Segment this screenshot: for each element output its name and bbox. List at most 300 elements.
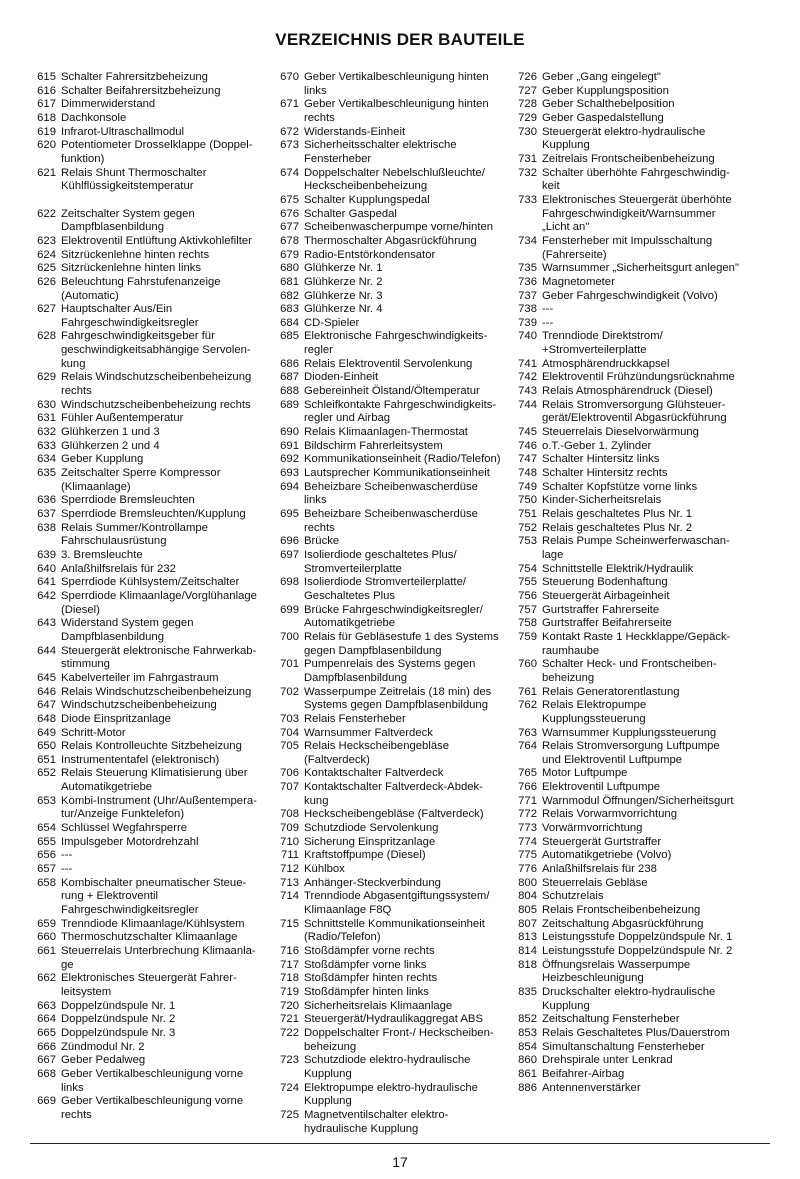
part-description-line: raumhaube: [542, 644, 600, 657]
part-description: [542, 153, 772, 167]
part-number: 886: [518, 1081, 537, 1094]
part-number: 687: [280, 371, 299, 384]
part-entry: [272, 330, 510, 357]
part-entry: [272, 440, 510, 454]
part-description: [61, 863, 272, 877]
part-description: [61, 795, 272, 822]
part-description: [542, 426, 772, 440]
part-description: [542, 494, 772, 508]
part-description-line: Elektronisches Steuergerät überhöhte: [542, 193, 732, 206]
part-description-line: Kontaktschalter Faltverdeck-Abdek-: [304, 781, 483, 794]
part-description: [542, 167, 772, 194]
part-number: 690: [280, 426, 299, 439]
part-description-line: Schalter Kupplungspedal: [304, 193, 430, 206]
part-number: 665: [37, 1026, 56, 1039]
part-entry: [27, 795, 272, 822]
part-description: [542, 617, 772, 631]
part-description-line: Relais Frontscheibenbeheizung: [542, 904, 701, 917]
part-description: [542, 918, 772, 932]
part-description-line: Automatikgetriebe: [61, 781, 153, 794]
part-description: [304, 808, 510, 822]
part-number: 689: [280, 398, 299, 411]
part-description-line: Schalter Gaspedal: [304, 207, 397, 220]
part-entry: [272, 972, 510, 986]
part-entry: [27, 931, 272, 945]
part-entry: [510, 1054, 772, 1068]
part-entry: [27, 836, 272, 850]
part-entry: [272, 781, 510, 808]
part-description: [542, 358, 772, 372]
part-description-line: Steuergerät/Hydraulikaggregat ABS: [304, 1013, 483, 1026]
part-description-line: Potentiometer Drosselklappe (Doppel-: [61, 139, 253, 152]
part-description-line: Elektropumpe elektro-hydraulische: [304, 1081, 478, 1094]
part-description-line: Systems gegen Dampfblasenbildung: [304, 699, 488, 712]
part-number: 726: [518, 71, 537, 83]
part-description-line: Zeitschalter Sperre Kompressor: [61, 467, 221, 480]
part-number: 626: [37, 275, 56, 288]
part-number: 760: [518, 658, 537, 671]
part-description: [304, 371, 510, 385]
part-description-line: regler und Airbag: [304, 412, 391, 425]
part-description: [542, 1041, 772, 1055]
part-number: 744: [518, 398, 537, 411]
part-description: [542, 1082, 772, 1096]
part-number: 738: [518, 303, 537, 316]
part-description: [61, 1068, 272, 1095]
part-description: [304, 1013, 510, 1027]
part-description-line: (Diesel): [61, 603, 100, 616]
part-description-line: Heckscheibenbeheizung: [304, 180, 428, 193]
part-number: 697: [280, 548, 299, 561]
part-number: 623: [37, 234, 56, 247]
part-description-line: kung: [304, 794, 329, 807]
part-entry: [510, 535, 772, 562]
part-description: [542, 781, 772, 795]
part-entry: [510, 931, 772, 945]
part-number: 627: [37, 303, 56, 316]
part-description: [542, 877, 772, 891]
part-entry: [510, 849, 772, 863]
part-description-line: Hauptschalter Aus/Ein: [61, 303, 173, 316]
part-description: [61, 85, 272, 99]
part-number: 677: [280, 221, 299, 234]
part-number: 720: [280, 999, 299, 1012]
part-entry: [272, 235, 510, 249]
part-entry: [272, 71, 510, 98]
part-description: [542, 767, 772, 781]
part-description-line: Automatikgetriebe: [304, 617, 396, 630]
part-description-line: Trenndiode Abgasentgiftungssystem/: [304, 890, 490, 903]
part-description-line: Steuerung Bodenhaftung: [542, 576, 668, 589]
part-entry: [272, 358, 510, 372]
part-number: 705: [280, 740, 299, 753]
part-entry: [27, 467, 272, 494]
part-description: [61, 699, 272, 713]
part-entry: [27, 371, 272, 398]
part-number: 620: [37, 139, 56, 152]
part-number: 629: [37, 371, 56, 384]
part-description: [304, 481, 510, 508]
part-entry: [510, 836, 772, 850]
part-entry: [27, 945, 272, 972]
part-description-line: Kommunikationseinheit (Radio/Telefon): [304, 453, 501, 466]
part-entry: [27, 1054, 272, 1068]
part-entry: [510, 453, 772, 467]
part-description-line: Schalter Hintersitz rechts: [542, 467, 668, 480]
part-description-line: Steuerrelais Gebläse: [542, 876, 648, 889]
part-description-line: Steuergerät elektro-hydraulische: [542, 125, 706, 138]
part-description: [61, 822, 272, 836]
part-entry: [510, 262, 772, 276]
part-description: [542, 522, 772, 536]
part-description: [542, 112, 772, 126]
part-description-line: Trenndiode Direktstrom/: [542, 330, 663, 343]
part-number: 662: [37, 972, 56, 985]
part-number: 617: [37, 98, 56, 111]
part-number: 657: [37, 863, 56, 876]
part-description: [61, 112, 272, 126]
part-description: [542, 440, 772, 454]
part-number: 764: [518, 740, 537, 753]
part-entry: [27, 877, 272, 918]
part-description-line: Anhänger-Steckverbindung: [304, 876, 441, 889]
part-description-line: Schalter Heck- und Frontscheiben-: [542, 658, 717, 671]
part-description-line: (Klimaanlage): [61, 480, 131, 493]
part-description: [61, 740, 272, 754]
part-entry: [510, 631, 772, 658]
part-number: 673: [280, 139, 299, 152]
part-description-line: Elektronische Fahrgeschwindigkeits-: [304, 330, 488, 343]
part-description-line: tur/Anzeige Funktelefon): [61, 808, 185, 821]
part-description: [61, 494, 272, 508]
part-description: [61, 508, 272, 522]
part-description-line: Anlaßhilfsrelais für 232: [61, 562, 176, 575]
part-description-line: Relais Shunt Thermoschalter: [61, 166, 207, 179]
part-entry: [510, 1082, 772, 1096]
part-description: [304, 317, 510, 331]
part-description-line: Stoßdämpfer vorne rechts: [304, 945, 435, 957]
part-number: 636: [37, 494, 56, 507]
part-entry: [510, 808, 772, 822]
part-description: [304, 945, 510, 959]
part-description-line: Kühlbox: [304, 863, 345, 876]
part-number: 655: [37, 835, 56, 848]
part-description-line: Windschutzscheibenbeheizung: [61, 699, 217, 712]
part-number: 741: [518, 357, 537, 370]
part-entry: [27, 112, 272, 126]
part-description-line: Warnsummer Faltverdeck: [304, 726, 433, 739]
part-description-line: Drehspirale unter Lenkrad: [542, 1054, 673, 1067]
part-description-line: geschwindigkeitsabhängige Servolen-: [61, 344, 251, 357]
part-number: 664: [37, 1013, 56, 1026]
part-description-line: 3. Bremsleuchte: [61, 548, 143, 561]
part-description: [304, 836, 510, 850]
part-description-line: Geber Vertikalbeschleunigung vorne: [61, 1067, 244, 1080]
part-number: 678: [280, 234, 299, 247]
part-description: [304, 918, 510, 945]
part-number: 763: [518, 726, 537, 739]
part-description: [542, 71, 772, 85]
part-entry: [272, 849, 510, 863]
part-description-line: Fensterheber mit Impulsschaltung: [542, 234, 713, 247]
part-entry: [272, 986, 510, 1000]
part-description-line: +Stromverteilerplatte: [542, 344, 647, 357]
part-description-line: Schutzdiode Servolenkung: [304, 822, 439, 835]
part-description-line: Automatikgetriebe (Volvo): [542, 849, 672, 862]
part-description: [304, 98, 510, 125]
part-entry: [272, 317, 510, 331]
part-description-line: Bildschirm Fahrerleitsystem: [304, 439, 443, 452]
part-description: [304, 249, 510, 263]
part-entry: [27, 563, 272, 577]
part-entry: [272, 576, 510, 603]
part-description: [304, 604, 510, 631]
part-description-line: Vorwärmvorrichtung: [542, 822, 643, 835]
part-number: 714: [280, 890, 299, 903]
part-description-line: Magnetventilschalter elektro-: [304, 1108, 449, 1121]
part-description: [304, 139, 510, 166]
part-description-line: Kupplung: [304, 1067, 352, 1080]
part-description-line: Kontakt Raste 1 Heckklappe/Gepäck-: [542, 630, 731, 643]
part-number: [27, 194, 61, 208]
part-description-line: Sperrdiode Bremsleuchten: [61, 494, 195, 507]
part-entry: [27, 822, 272, 836]
part-entry: [510, 71, 772, 85]
part-number: 723: [280, 1054, 299, 1067]
part-description: [542, 1054, 772, 1068]
part-entry: [272, 167, 510, 194]
part-number: 773: [518, 822, 537, 835]
part-number: 746: [518, 439, 537, 452]
part-number: 752: [518, 521, 537, 534]
part-number: 737: [518, 289, 537, 302]
part-description-line: Doppelzündspule Nr. 1: [61, 999, 176, 1012]
part-description-line: Relais Heckscheibengebläse: [304, 740, 450, 753]
part-description-line: Zeitrelais Frontscheibenbeheizung: [542, 152, 715, 165]
part-number: 748: [518, 467, 537, 480]
part-number: 852: [518, 1013, 537, 1026]
part-description-line: Klimaanlage F8Q: [304, 904, 392, 917]
part-description: [304, 330, 510, 357]
part-description: [304, 658, 510, 685]
part-number: 684: [280, 316, 299, 329]
part-entry: [272, 467, 510, 481]
part-description: [304, 262, 510, 276]
part-description-line: Widerstands-Einheit: [304, 125, 406, 138]
part-description-line: gerät/Elektroventil Abgasrückführung: [542, 412, 727, 425]
part-entry: [510, 563, 772, 577]
part-description-line: Sitzrückenlehne hinten links: [61, 262, 202, 275]
part-number: 754: [518, 562, 537, 575]
part-entry: [27, 645, 272, 672]
part-entry: [272, 535, 510, 549]
part-number: 667: [37, 1054, 56, 1067]
part-number: 835: [518, 985, 537, 998]
part-number: 686: [280, 357, 299, 370]
part-number: 688: [280, 385, 299, 398]
part-description: [61, 754, 272, 768]
part-description-line: Sicherheitsrelais Klimaanlage: [304, 999, 453, 1012]
part-description: [542, 276, 772, 290]
part-number: 706: [280, 767, 299, 780]
part-number: 715: [280, 917, 299, 930]
part-number: 644: [37, 644, 56, 657]
part-number: 648: [37, 712, 56, 725]
part-description-line: o.T.-Geber 1. Zylinder: [542, 439, 652, 452]
part-number: 682: [280, 289, 299, 302]
part-entry: [272, 822, 510, 836]
part-description-line: Doppelzündspule Nr. 2: [61, 1013, 176, 1026]
part-number: 805: [518, 904, 537, 917]
part-description: [61, 1027, 272, 1041]
part-number: 725: [280, 1108, 299, 1121]
part-entry: [27, 440, 272, 454]
part-number: 676: [280, 207, 299, 220]
part-description-line: funktion): [61, 152, 105, 165]
part-description-line: Doppelschalter Nebelschlußleuchte/: [304, 166, 485, 179]
part-description: [542, 1027, 772, 1041]
part-entry: [272, 1054, 510, 1081]
part-entry: [272, 208, 510, 222]
part-entry: [272, 836, 510, 850]
part-entry: [272, 877, 510, 891]
part-description: [61, 945, 272, 972]
parts-column-3: [510, 71, 772, 1095]
part-entry: [272, 139, 510, 166]
part-entry: [27, 1068, 272, 1095]
part-description: [304, 235, 510, 249]
part-entry: [27, 494, 272, 508]
part-entry: [272, 126, 510, 140]
part-description-line: Geschaltetes Plus: [304, 589, 396, 602]
part-entry: [27, 412, 272, 426]
part-description-line: Druckschalter elektro-hydraulische: [542, 985, 716, 998]
part-number: 691: [280, 439, 299, 452]
part-entry: [272, 98, 510, 125]
part-description: [304, 508, 510, 535]
part-description-line: (Automatic): [61, 289, 119, 302]
part-description-line: ---: [542, 303, 554, 316]
part-number: 680: [280, 262, 299, 275]
part-description-line: Brücke: [304, 535, 340, 548]
part-description: [61, 235, 272, 249]
part-number: 643: [37, 617, 56, 630]
part-description: [304, 467, 510, 481]
part-number: 649: [37, 726, 56, 739]
part-entry: [27, 767, 272, 794]
part-description-line: Wasserpumpe Zeitrelais (18 min) des: [304, 685, 492, 698]
part-description-line: Antennenverstärker: [542, 1081, 641, 1094]
part-entry: [272, 808, 510, 822]
part-description-line: Stromverteilerplatte: [304, 562, 402, 575]
part-description: [304, 276, 510, 290]
part-entry: [272, 631, 510, 658]
part-description-line: Kraftstoffpumpe (Diesel): [304, 849, 426, 862]
part-entry: [27, 686, 272, 700]
part-number: 776: [518, 863, 537, 876]
part-description: [61, 467, 272, 494]
page-number: 17: [392, 1154, 408, 1170]
part-description-line: Radio-Entstörkondensator: [304, 248, 436, 261]
part-description-line: Anlaßhilfsrelais für 238: [542, 863, 657, 876]
part-description: [61, 126, 272, 140]
part-entry: [27, 194, 272, 208]
part-number: 642: [37, 589, 56, 602]
part-description: [61, 249, 272, 263]
part-entry: [272, 508, 510, 535]
part-number: 724: [280, 1081, 299, 1094]
part-description: [61, 303, 272, 330]
part-description: [304, 126, 510, 140]
part-description-line: Isolierdiode Stromverteilerplatte/: [304, 576, 466, 589]
part-entry: [27, 399, 272, 413]
part-description: [304, 208, 510, 222]
part-description-line: Relais Fensterheber: [304, 712, 406, 725]
part-number: 671: [280, 98, 299, 111]
parts-column-1: [27, 71, 272, 1123]
part-description-line: Glühkerze Nr. 3: [304, 289, 383, 302]
part-description: [61, 1000, 272, 1014]
part-number: 758: [518, 617, 537, 630]
part-description: [61, 453, 272, 467]
part-description-line: Thermoschalter Abgasrückführung: [304, 234, 477, 247]
part-description: [61, 931, 272, 945]
part-description: [304, 1000, 510, 1014]
part-description-line: Heizbeschleunigung: [542, 972, 644, 985]
part-description-line: Öffnungsrelais Wasserpumpe: [542, 958, 691, 971]
part-description-line: Relais Atmosphärendruck (Diesel): [542, 385, 713, 398]
part-description-line: Diode Einspritzanlage: [61, 712, 171, 725]
part-number: 646: [37, 685, 56, 698]
part-description-line: gegen Dampfblasenbildung: [304, 644, 442, 657]
part-description: [542, 290, 772, 304]
part-description: [61, 549, 272, 563]
part-entry: [27, 139, 272, 166]
part-description: [61, 1013, 272, 1027]
part-entry: [27, 522, 272, 549]
part-description-line: Dampfblasenbildung: [61, 221, 164, 234]
part-description: [304, 822, 510, 836]
part-description-line: Zeitschaltung Fensterheber: [542, 1013, 680, 1026]
part-entry: [272, 1000, 510, 1014]
part-description-line: Fahrgeschwindigkeitsgeber für: [61, 330, 215, 343]
part-number: 709: [280, 822, 299, 835]
part-number: 663: [37, 999, 56, 1012]
part-description-line: Relais Elektroventil Servolenkung: [304, 357, 473, 370]
part-description: [61, 167, 272, 194]
part-entry: [27, 918, 272, 932]
part-description: [542, 740, 772, 767]
part-entry: [27, 1000, 272, 1014]
part-entry: [510, 126, 772, 153]
part-entry: [27, 1041, 272, 1055]
part-description: [61, 440, 272, 454]
part-number: 736: [518, 275, 537, 288]
part-number: 645: [37, 671, 56, 684]
part-entry: [27, 508, 272, 522]
part-entry: [272, 1027, 510, 1054]
part-description-line: Glühkerzen 2 und 4: [61, 439, 160, 452]
part-description: [61, 1095, 272, 1122]
part-description: [61, 426, 272, 440]
part-description-line: Kinder-Sicherheitsrelais: [542, 494, 662, 507]
part-description-line: beheizung: [304, 1040, 357, 1053]
part-description: [542, 604, 772, 618]
part-number: 761: [518, 685, 537, 698]
part-description-line: Relais Pumpe Scheinwerferwaschan-: [542, 535, 730, 548]
part-number: 814: [518, 945, 537, 957]
part-description-line: Relais Elektropumpe: [542, 699, 647, 712]
